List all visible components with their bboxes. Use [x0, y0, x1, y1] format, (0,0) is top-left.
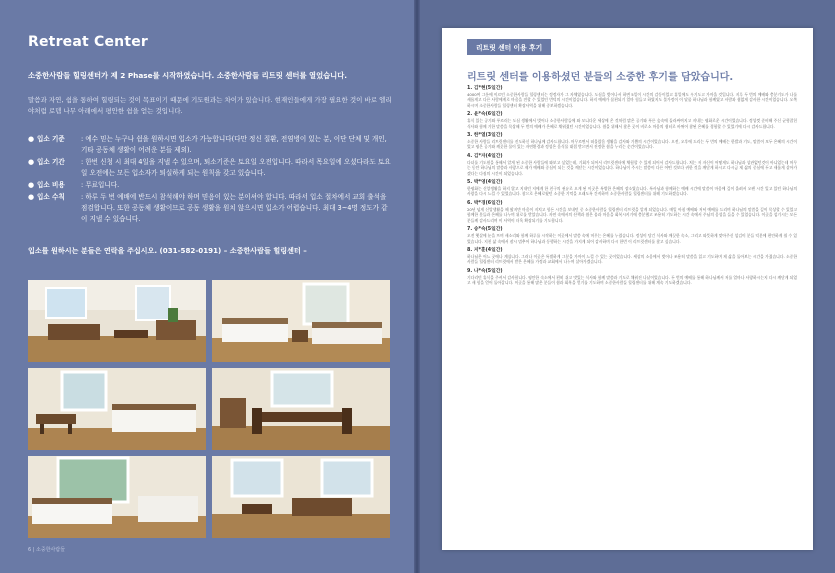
rule-text: : 예수 믿는 누구나 쉼을 원하시면 입소가 가능합니다(다만 정신 질환, 전염병이 있는 분, 이단 단체 및 개인, 기타 공동체 생활이 어려운 분들 제외).	[81, 135, 387, 154]
review-body: 소중한 사람들 리트릿센터를 진도하신 하나님께 감사드립니다. 머무르면서 떠올랐음 생활을 감사와 기쁨의 시간이었습니다. 오전, 오후에 드리는 두 번의 예배는 한발과 기도, 말씀이 모두 은혜의 시간이었고 평온 공기와 깨끗한 물이 있는 자연환경과 정성은 음식물 대접 받으면서 진정한 쉼을 누리는 순간이었습니다.	[467, 139, 797, 150]
review-body: 20년 넘게 신앙생활을 해 왔지만 마음이 지치고 힘든 시간을 보내던 중 소중한사람들 힐링센터 리트릿을 알게 되었습니다. 매일 아침 예배와 저녁 예배를 드리며 하나님의 말씀을 깊이 묵상할 수 있었고 함께한 분들과 은혜를 나누며 위로를 받았습니다. 자연 속에서의 산책과 쉼은 몸과 마음을 회복시키기에 충분했고 조용히 기도하는 시간 속에서 주님의 음성을 들을 수 있었습니다. 이곳을 섬기시는 모든 분들께 감사드리며 이 사역이 더욱 확장되기를 기도합니다.	[467, 206, 797, 223]
bullet-icon: ●	[28, 193, 35, 201]
review-body: 휴식 있는 공기와 푸르러는 도심 생활에서 벗어나 소중한사람들에 와 모니다운 세상에 온 것처럼 맑은 공기와 푸른 숲속에 둘러싸여지고 지내는 평화로운 시간이었습니다. 정성껏 준비해 주신 균형잡힌 식사와 함께 기한 말씀을 묵상해 두 번의 예배가 은혜로 채워졌던 시간이었습니다. 쉼을 위해서 찾은 곳이 비로소 마음의 쉼터로 바뀌어 참된 은혜를 경험할 수 있었기에 다시 감사드립니다.	[467, 118, 797, 129]
review-body: 기다리던 휴식을 주셔서 감사합니다. 평안한 숙소에서 편히 쉬고 맛있는 식사와 함께 말씀과 기도로 채워진 나날이었습니다. 두 번의 예배를 통해 하나님께서 저를 얼마나 사랑하시는지 다시 깨닫게 되었고 새 힘을 얻어 돌아갑니다. 이곳을 통해 많은 분들이 쉼과 회복을 얻기를 기도하며 소중한사람들 힐링센터를 위해 계속 기도하겠습니다.	[467, 274, 797, 286]
review-list	[467, 85, 797, 289]
rule-item	[28, 192, 393, 225]
page-footer: 6 | 소중한사람들	[28, 547, 66, 553]
left-page	[0, 0, 417, 573]
review-item	[467, 179, 797, 197]
rule-item	[28, 157, 393, 179]
rule-label: 입소 기준	[37, 135, 65, 143]
room-photo	[212, 456, 390, 538]
room-photo	[28, 456, 206, 538]
review-item	[467, 111, 797, 129]
review-title: 7. 송*숙(5일간)	[467, 227, 503, 233]
review-item	[467, 153, 797, 176]
review-item	[467, 226, 797, 244]
room-photo	[212, 368, 390, 450]
rule-text: : 하루 두 번 예배에 반드시 참석해야 하며 믿음이 있는 분이셔야 합니다. 따라서 입소 절차에서 교회 출석을 점검합니다. 또한 공동체 생활이므로 공동 생활을 원치 않으시면 입소가 어렵습니다. 최대 3~4명 정도가 같이 지낼 수 있습니다.	[81, 193, 388, 223]
page-fold	[414, 0, 420, 573]
review-heading: 리트릿 센터를 이용하셨던 분들의 소중한 후기를 담았습니다.	[467, 72, 734, 83]
review-title: 8. 지*훈(4일간)	[467, 247, 503, 253]
room-photo	[212, 280, 390, 362]
review-sheet	[442, 28, 813, 550]
review-title: 5. 박*영(4일간)	[467, 180, 503, 186]
review-title: 3. 한*열(3일간)	[467, 133, 503, 139]
photo-grid	[28, 280, 390, 538]
review-title: 1. 김*현(5일간)	[467, 86, 503, 91]
intro-text: 말씀과 자연, 쉼을 통하여 힐링되는 것이 목표이기 때문에 기도원과는 차이가 있습니다. 현재인들에게 가장 필요한 것이 바로 엘리야처럼 로뎀 나무 아래에서 평안한 쉼을 얻는 것입니다.	[28, 96, 392, 115]
bullet-icon: ●	[28, 158, 35, 166]
review-item	[467, 247, 797, 265]
review-body: 4000여 그릇에 이르던 소중한사람들 힐링센터는 정정자가 그 자체였습니다. 도심을 벗어나서 하면 5일이 시간의 감동이었고 휴일에도 우기도고 가까울 것입니다. 지루 두 번의 예배와 충분기도가 나를 새롭게고 다른 사람에게로 마음을 전할 수 있었던 번덕의 시간이었습니다. 하지 예배가 몸편되기 얼마 힘들고 하였지도 불가정이 이 달콤 하나님과 함께였고 사람과 쉼없게 감사한 시간이었습니다. 오쪽하시며 소중한사람들 힐링센터 확장사역을 위해 중보하겠습니다.	[467, 92, 797, 108]
review-item	[467, 132, 797, 150]
rule-text: : 무료입니다.	[81, 181, 120, 189]
admission-rules	[28, 134, 393, 226]
rule-item	[28, 134, 393, 156]
room-photo	[28, 280, 206, 362]
contact-line: 입소를 원하시는 분들은 연락을 주십시오. (031-582-0191) – 소중한사람들 힐링센터 –	[28, 246, 307, 255]
rule-item	[28, 180, 393, 191]
bullet-icon: ●	[28, 135, 35, 143]
rule-label: 입소 기간	[37, 158, 65, 166]
rule-label: 입소 비용	[37, 181, 65, 189]
bullet-icon: ●	[28, 181, 35, 189]
lead-text: 소중한사람들 힐링센터가 제 2 Phase를 시작하였습니다. 소중한사람들 리트릿 센터를 열었습니다.	[28, 71, 348, 80]
review-title: 2. 윤*숙(6일간)	[467, 112, 503, 118]
review-body: 다녀를 기도원을 통해서 알게 된 소중한 사람들에 와보고 싶었는데, 기회가 되어서 리트릿센터에 체험할 수 있게 되어서 감사드립니다. 처는 저 자신이 어떻게도 하나님과 상관없던것이 아니었는데 머무는 동안 하나님의 말씀과 사랑으로 제가 예배와 중심이 되는 것을 깨닫는 시간이었습니다. 하나님이 주시는 말씀이 다른 어떤 것보다 귀한 것을 깨닫게 하시고 다시금 제 삶의 중심에 두고 새롭게 살아가겠다는 다짐의 시간이 되었습니다.	[467, 159, 797, 176]
review-body: 오전 햇살에 눈을 뜨며 새소리와 함께 하루를 시작하는 이곳에서 말씀 속에 머무는 은혜를 누렸습니다. 정성이 담긴 식사와 깨끗한 숙소, 그리고 따뜻하게 맞아주신 섬김이 분들 덕분에 편안하게 쉴 수 있었습니다. 지친 삶 속에서 잠시 멈추어 하나님과 동행하는 시간을 가지게 되어 감사하며 다시 한번 이 리트릿센터를 찾고 싶습니다.	[467, 233, 797, 244]
review-body: 하나님은 어느 곳에나 계십니다. 그러나 이곳은 특별하게 그분을 가까이 느낄 수 있는 곳이었습니다. 세상의 소음에서 벗어나 조용히 말씀을 읽고 기도하며 제 삶을 돌아보는 시간을 가졌습니다. 소중한사람들 힐링센터 리트릿에서 받은 은혜를 가정과 교회에서 나누며 살아가겠습니다.	[467, 253, 797, 265]
review-title: 6. 박*경(6일간)	[467, 200, 503, 206]
review-body: 한평화는 신앙생활을 하지 않고 지내던 저에게 한 친구의 권유로 오게 된 이곳은 특별한 은혜의 장소였습니다. 특사님과 함께하는 예배 시간에 말씀이 마음에 깊이 울려서 오랜 시간 잊고 있던 하나님의 사랑을 다시 느낄 수 있었습니다. 참으로 은혜로웠던 소중한 기억을 오래도록 간직하며 소중한사람들 힐링센터를 위해 기도하겠습니다.	[467, 186, 797, 197]
review-item	[467, 268, 797, 286]
review-title: 4. 김*자(4일간)	[467, 153, 503, 159]
section-tag: 리트릿 센터 이용 후기	[467, 39, 551, 55]
rule-label: 입소 수칙	[37, 193, 65, 201]
review-item	[467, 85, 797, 108]
review-title: 9. 나*숙(5일간)	[467, 268, 503, 274]
page-title: Retreat Center	[28, 34, 149, 50]
review-item	[467, 200, 797, 223]
rule-text: : 한번 신청 시 최대 4일을 지낼 수 있으며, 퇴소기준은 토요일 오전입니다. 따라서 목요일에 오셨다라도 토요일 오전에는 모든 입소자가 퇴실하게 되는 원칙을 갖고 있습니다.	[81, 158, 391, 177]
room-photo	[28, 368, 206, 450]
